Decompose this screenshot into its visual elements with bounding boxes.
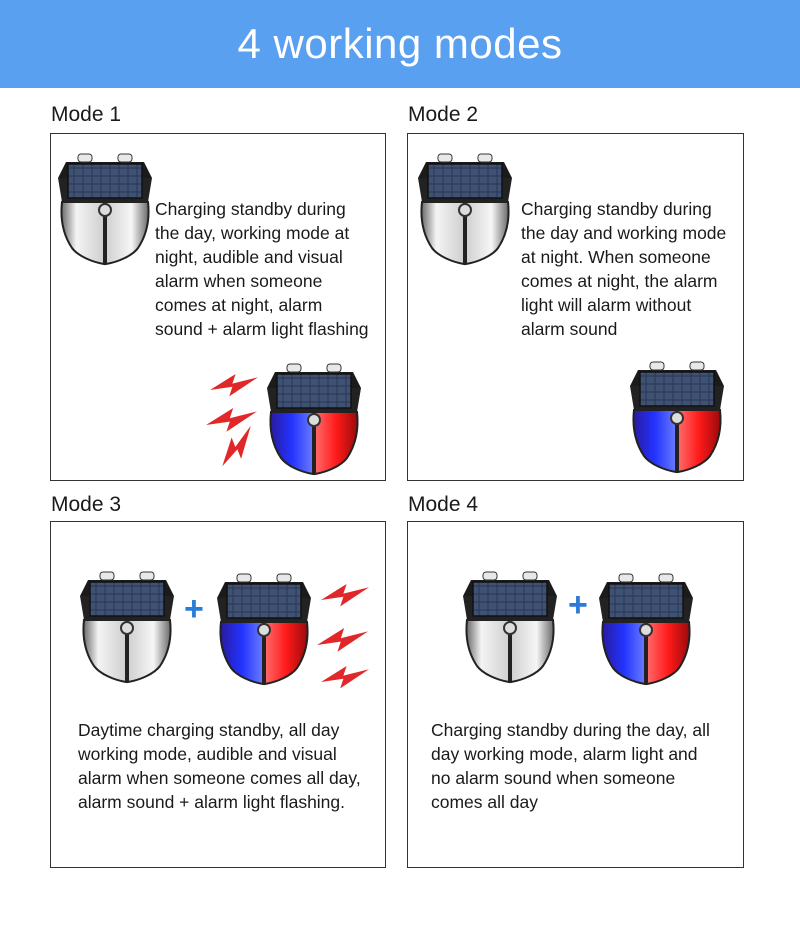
mode-3-panel [50,521,386,868]
mode-3-description [78,718,361,814]
text-line: comes at night, alarm [155,295,323,315]
mode-4-description [431,718,710,814]
mode-4-label: Mode 4 [408,493,479,516]
text-line: Daytime charging standby, all day [78,720,340,740]
page-title: 4 working modes [237,20,563,67]
mode-3-label: Mode 3 [51,493,122,516]
text-line: comes at night, the alarm [521,271,718,291]
mode-1-label: Mode 1 [51,103,122,126]
text-line: at night. When someone [521,247,711,267]
alarm-sound-icon [206,372,266,472]
solar-light-siren-icon [215,572,313,686]
text-line: the day, working mode at [155,223,350,243]
solar-light-siren-icon [628,360,726,474]
solar-light-white-icon [78,570,176,684]
mode-1-panel [50,133,386,481]
text-line: alarm when someone [155,271,323,291]
mode-1-description [155,197,369,341]
text-line: alarm sound + alarm light flashing. [78,792,346,812]
solar-light-siren-icon [265,362,363,476]
plus-icon: + [568,586,588,624]
text-line: night, audible and visual [155,247,343,267]
solar-light-white-icon [461,570,559,684]
mode-2-description [521,197,726,341]
text-line: light will alarm without [521,295,692,315]
page-banner [0,0,800,88]
mode-2-panel [407,133,744,481]
text-line: no alarm sound when someone [431,768,676,788]
text-line: day working mode, alarm light and [431,744,698,764]
alarm-sound-icon [315,582,375,692]
text-line: alarm when someone comes all day, [78,768,361,788]
solar-light-siren-icon [597,572,695,686]
text-line: Charging standby during [155,199,346,219]
text-line: Charging standby during [521,199,712,219]
text-line: sound + alarm light flashing [155,319,369,339]
text-line: Charging standby during the day, all [431,720,710,740]
text-line: alarm sound [521,319,618,339]
text-line: working mode, audible and visual [78,744,337,764]
mode-4-panel [407,521,744,868]
text-line: comes all day [431,792,538,812]
solar-light-white-icon [56,152,154,266]
mode-2-label: Mode 2 [408,103,479,126]
plus-icon: + [184,590,204,628]
solar-light-white-icon [416,152,514,266]
text-line: the day and working mode [521,223,727,243]
